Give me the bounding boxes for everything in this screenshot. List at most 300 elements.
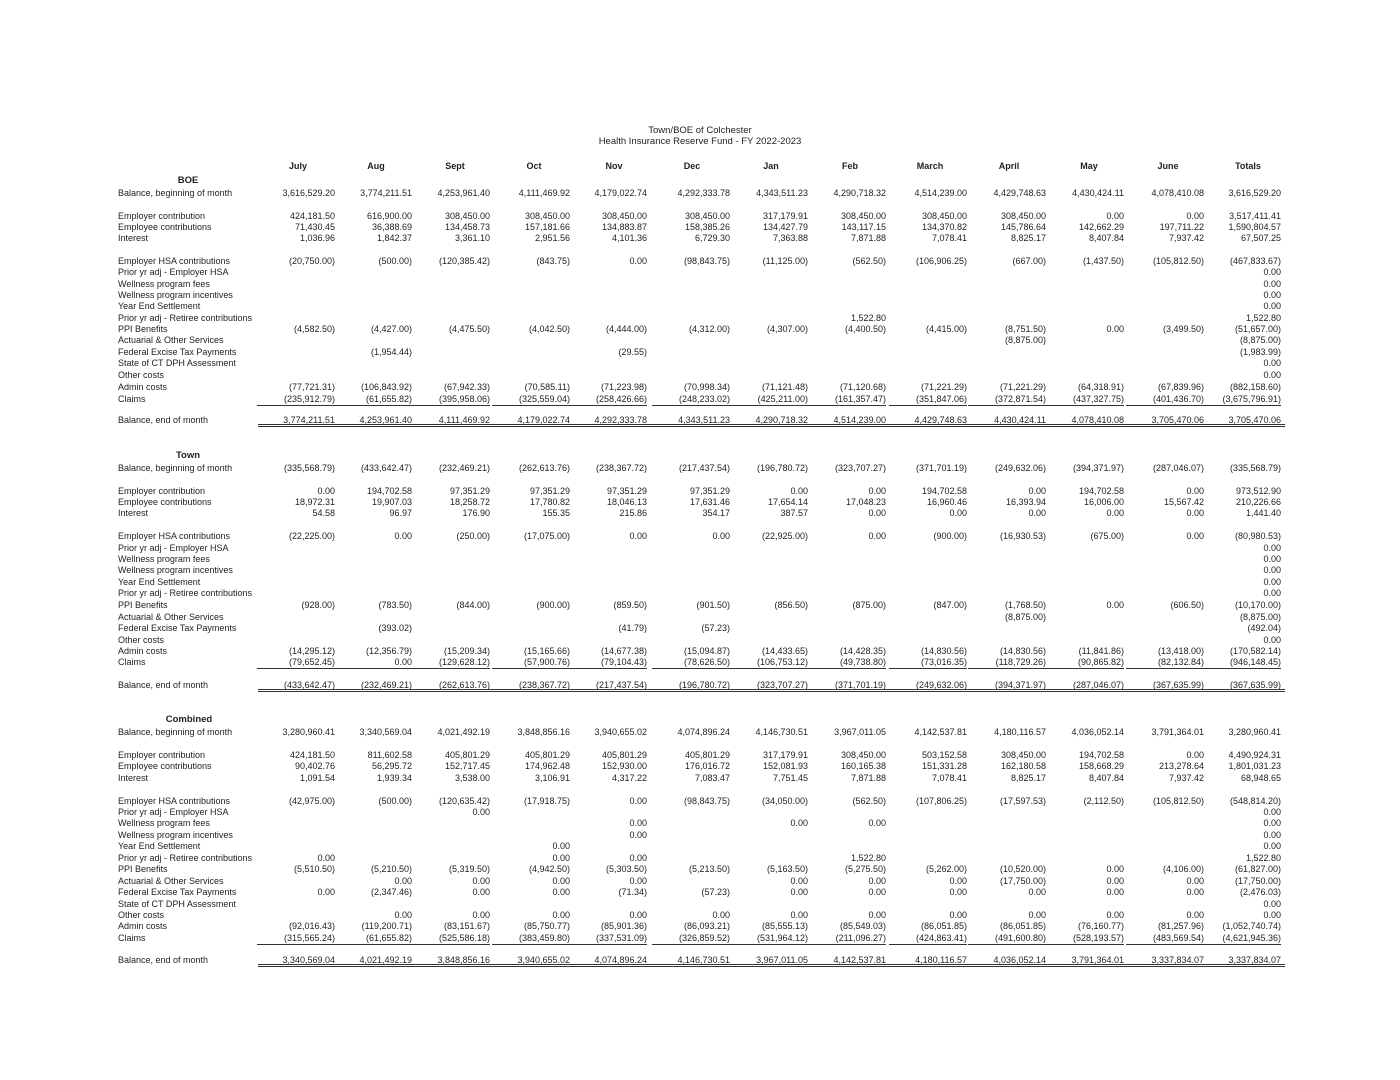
cell-july: 0.00 [317,486,335,496]
cell-sept: (4,475.50) [448,324,490,334]
cell-jan: (4,307.00) [766,324,808,334]
cell-nov: 152,930.00 [601,761,647,771]
cell-july: 1,091.54 [299,773,335,783]
cell-april: 4,430,424.11 [994,415,1046,425]
document-subtitle: Health Insurance Reserve Fund - FY 2022-2023 [598,136,802,147]
cell-july: (433,642.47) [283,680,335,690]
cell-nov: 134,883.87 [601,222,647,232]
cell-aug: 811,602.58 [367,750,412,760]
cell-nov: 4,317.22 [611,773,647,783]
row-label: Wellness program incentives [118,830,233,840]
cell-feb: 0.00 [868,910,886,920]
cell-nov: 4,179,022.74 [594,188,647,198]
cell-aug: (4,427.00) [370,324,412,334]
cell-aug: (500.00) [378,796,412,806]
cell-april: 16,393.94 [1005,497,1046,507]
cell-oct: 0.00 [552,910,570,920]
cell-aug: 1,939.34 [376,773,412,783]
cell-march: 4,429,748.63 [914,415,967,425]
cell-jan: (196,780.72) [756,463,808,473]
cell-march: (351,847.06) [889,394,967,406]
cell-totals: 0.00 [1263,290,1281,300]
cell-dec: (57.23) [701,623,730,633]
cell-nov: 0.00 [629,910,647,920]
cell-feb: (211,096.27) [808,933,886,945]
cell-jan: (106,753.12) [730,657,808,669]
cell-march: (249,632.06) [915,680,967,690]
cell-totals: 0.00 [1263,554,1281,564]
double-rule [258,964,1285,965]
cell-sept: 3,848,856.16 [437,955,490,965]
row-label: Interest [118,773,149,783]
cell-jan: (22,925.00) [761,531,808,541]
column-header-totals: Totals [1235,161,1261,171]
cell-june: 0.00 [1186,211,1204,221]
cell-jan: (425,211.00) [730,394,808,406]
cell-april: (14,830.56) [999,646,1046,656]
cell-feb: (14,428.35) [839,646,886,656]
cell-aug: 194,702.58 [366,486,412,496]
cell-totals: (3,675,796.91) [1203,394,1281,406]
cell-dec: 4,292,333.78 [677,188,730,198]
cell-dec: 4,146,730.51 [677,955,730,965]
cell-nov: 0.00 [629,796,647,806]
cell-totals: 0.00 [1263,830,1281,840]
cell-july: 424,181.50 [289,211,335,221]
cell-dec: (5,213.50) [688,864,730,874]
cell-totals: (335,568.79) [1229,463,1281,473]
row-label: Claims [118,657,146,667]
cell-oct: (4,942.50) [528,864,570,874]
cell-march: 308,450.00 [921,211,967,221]
double-rule [258,966,1285,967]
cell-april: 0.00 [1028,910,1046,920]
cell-aug: (61,655.82) [334,394,412,406]
cell-totals: (61,827.00) [1234,864,1281,874]
cell-feb: 17,048.23 [845,497,886,507]
cell-june: 0.00 [1186,876,1204,886]
section-title-boe: BOE [177,175,199,186]
cell-june: (401,436.70) [1126,394,1204,406]
cell-july: (20,750.00) [288,256,335,266]
cell-nov: (71,223.98) [600,382,647,392]
cell-april: (8,875.00) [1004,612,1046,622]
cell-jan: 317,179.91 [762,211,808,221]
cell-totals: (1,052,740.74) [1222,921,1281,931]
cell-oct: 17,780.82 [529,497,570,507]
cell-june: (483,569.54) [1126,933,1204,945]
cell-aug: (5,210.50) [370,864,412,874]
row-label: Federal Excise Tax Payments [118,623,237,633]
cell-march: 0.00 [949,887,967,897]
cell-may: (437,327.75) [1046,394,1124,406]
cell-totals: 0.00 [1263,635,1281,645]
cell-june: (81,257.96) [1157,921,1204,931]
cell-oct: (843.75) [536,256,570,266]
cell-totals: (8,875.00) [1239,612,1281,622]
row-label: Claims [118,933,146,943]
cell-totals: 0.00 [1263,267,1281,277]
cell-aug: 616,900.00 [366,211,412,221]
cell-july: 0.00 [317,853,335,863]
cell-april: (8,875.00) [1004,335,1046,345]
cell-sept: 0.00 [472,910,490,920]
cell-june: 3,337,834.07 [1151,955,1204,965]
cell-sept: 4,253,961.40 [437,188,490,198]
cell-sept: (844.00) [456,600,490,610]
cell-april: 162,180.58 [1000,761,1046,771]
cell-aug: (783.50) [378,600,412,610]
column-header-feb: Feb [841,161,858,171]
cell-sept: 152,717.45 [444,761,490,771]
row-label: Employer contribution [118,486,206,496]
cell-july: 3,616,529.20 [282,188,335,198]
cell-july: 1,036.96 [299,233,335,243]
cell-feb: 308,450.00 [840,750,886,760]
row-label: Balance, beginning of month [118,188,233,198]
cell-totals: 0.00 [1263,370,1281,380]
cell-june: 3,791,364.01 [1151,727,1204,737]
cell-feb: (371,701.19) [834,680,886,690]
cell-totals: (17,750.00) [1234,876,1281,886]
row-label: Balance, end of month [118,955,209,965]
row-label: Prior yr adj - Employer HSA [118,543,229,553]
column-header-march: March [916,161,944,171]
row-label: Employee contributions [118,222,212,232]
cell-dec: 0.00 [712,531,730,541]
row-label: Employer contribution [118,211,206,221]
row-label: Employer HSA contributions [118,531,231,541]
row-label: PPI Benefits [118,600,168,610]
cell-dec: (217,437.54) [678,463,730,473]
cell-may: 0.00 [1106,211,1124,221]
cell-aug: 0.00 [394,531,412,541]
cell-may: 158,668.29 [1078,761,1124,771]
cell-march: (14,830.56) [920,646,967,656]
cell-jan: (11,125.00) [762,256,808,266]
cell-feb: (85,549.03) [839,921,886,931]
column-header-aug: Aug [367,161,385,171]
cell-feb: 7,871.88 [850,233,886,243]
cell-march: (73,016.35) [889,657,967,669]
cell-july: 90,402.76 [294,761,335,771]
cell-feb: (161,357.47) [808,394,886,406]
row-label: Employer HSA contributions [118,256,231,266]
cell-april: 4,180,116.57 [994,727,1046,737]
column-header-june: June [1157,161,1179,171]
cell-april: 0.00 [1028,508,1046,518]
cell-totals: 1,522.80 [1245,313,1281,323]
cell-sept: (120,635.42) [438,796,490,806]
cell-sept: (395,958.06) [412,394,490,406]
cell-totals: 0.00 [1263,577,1281,587]
cell-totals: 3,705,470.06 [1228,415,1281,425]
cell-july: 18,972.31 [294,497,335,507]
column-header-jan: Jan [763,161,779,171]
cell-may: (528,193.57) [1046,933,1124,945]
cell-aug: (1,954.44) [370,347,412,357]
cell-sept: (5,319.50) [448,864,490,874]
row-label: Year End Settlement [118,577,201,587]
cell-jan: (14,433.65) [761,646,808,656]
cell-totals: 4,490,924.31 [1228,750,1281,760]
cell-totals: 1,590,804.57 [1228,222,1281,232]
cell-april: (10,520.00) [999,864,1046,874]
cell-totals: 0.00 [1263,910,1281,920]
cell-jan: (5,163.50) [766,864,808,874]
cell-oct: 0.00 [552,887,570,897]
cell-dec: (98,843.75) [683,256,730,266]
cell-oct: 0.00 [552,841,570,851]
column-header-dec: Dec [683,161,701,171]
cell-march: (371,701.19) [915,463,967,473]
cell-may: 0.00 [1106,864,1124,874]
cell-march: 0.00 [949,508,967,518]
cell-aug: (61,655.82) [334,933,412,945]
cell-march: (106,906.25) [915,256,967,266]
cell-dec: (326,859.52) [652,933,730,945]
cell-june: (606.50) [1170,600,1204,610]
row-label: PPI Benefits [118,324,168,334]
cell-nov: 3,940,655.02 [594,727,647,737]
cell-dec: 176,016.72 [684,761,730,771]
cell-june: 7,937.42 [1168,233,1204,243]
cell-dec: 308,450.00 [684,211,730,221]
cell-march: 0.00 [949,876,967,886]
cell-sept: 134,458.73 [444,222,490,232]
cell-nov: 97,351.29 [606,486,647,496]
cell-march: (4,415.00) [925,324,967,334]
cell-april: (394,371.97) [994,680,1046,690]
cell-feb: (562.50) [852,256,886,266]
row-label: Balance, end of month [118,415,209,425]
cell-sept: 0.00 [472,887,490,897]
cell-nov: 18,046.13 [606,497,647,507]
cell-oct: (4,042.50) [528,324,570,334]
cell-aug: (500.00) [378,256,412,266]
cell-nov: 405,801.29 [601,750,647,760]
cell-totals: 3,517,411.41 [1229,211,1281,221]
cell-nov: 4,101.36 [611,233,647,243]
cell-nov: (859.50) [613,600,647,610]
cell-june: (105,812.50) [1152,796,1204,806]
cell-march: (5,262.00) [925,864,967,874]
cell-sept: (15,209.34) [443,646,490,656]
cell-may: 0.00 [1106,508,1124,518]
cell-oct: 157,181.66 [524,222,570,232]
cell-jan: 0.00 [790,876,808,886]
cell-sept: (525,586.18) [412,933,490,945]
cell-may: 8,407.84 [1088,233,1124,243]
cell-april: (8,751.50) [1004,324,1046,334]
cell-may: (287,046.07) [1072,680,1124,690]
cell-aug: (12,356.79) [365,646,412,656]
cell-nov: (238,367.72) [595,463,647,473]
cell-march: 151,331.28 [921,761,967,771]
cell-aug: 96.97 [389,508,412,518]
cell-aug: (433,642.47) [360,463,412,473]
cell-nov: 0.00 [629,818,647,828]
cell-aug: (232,469.21) [360,680,412,690]
cell-totals: 0.00 [1263,358,1281,368]
cell-nov: (5,303.50) [605,864,647,874]
cell-nov: 0.00 [629,256,647,266]
cell-march: 134,370.82 [921,222,967,232]
cell-oct: 3,940,655.02 [517,955,570,965]
cell-june: (287,046.07) [1152,463,1204,473]
cell-may: 0.00 [1106,324,1124,334]
cell-sept: 3,361.10 [454,233,490,243]
cell-nov: 4,074,896.24 [594,955,647,965]
cell-june: (67,839.96) [1157,382,1204,392]
cell-july: (22,225.00) [288,531,335,541]
row-label: Wellness program fees [118,279,210,289]
cell-dec: 405,801.29 [684,750,730,760]
cell-april: 4,429,748.63 [993,188,1046,198]
cell-feb: 3,967,011.05 [834,727,886,737]
row-label: Other costs [118,635,165,645]
cell-totals: 973,512.90 [1235,486,1281,496]
cell-may: 4,078,410.08 [1071,415,1124,425]
cell-june: (367,635.99) [1152,680,1204,690]
cell-totals: 0.00 [1263,807,1281,817]
cell-oct: 155.35 [542,508,570,518]
cell-dec: 97,351.29 [689,486,730,496]
cell-oct: 4,179,022.74 [517,415,570,425]
cell-sept: (67,942.33) [443,382,490,392]
cell-feb: (71,120.68) [839,382,886,392]
section-title-combined: Combined [165,714,213,725]
cell-feb: 308,450.00 [840,211,886,221]
row-label: Wellness program incentives [118,565,233,575]
cell-march: 4,514,239.00 [914,188,967,198]
cell-dec: (98,843.75) [683,796,730,806]
column-header-oct: Oct [526,161,542,171]
cell-oct: 0.00 [552,853,570,863]
row-label: Admin costs [118,382,168,392]
cell-june: (105,812.50) [1152,256,1204,266]
cell-sept: 97,351.29 [449,486,490,496]
cell-aug: 19,907.03 [371,497,412,507]
cell-totals: 210,226.66 [1235,497,1281,507]
cell-april: (17,750.00) [999,876,1046,886]
cell-july: (315,565.24) [257,933,335,945]
cell-june: (4,106.00) [1162,864,1204,874]
cell-aug: 0.00 [334,657,412,669]
cell-totals: (882,158.60) [1229,382,1281,392]
cell-july: (235,912.79) [257,394,335,406]
row-label: Actuarial & Other Services [118,876,224,886]
cell-aug: 3,774,211.51 [360,188,412,198]
cell-oct: (15,165.66) [523,646,570,656]
cell-dec: 7,083.47 [694,773,730,783]
row-label: Balance, beginning of month [118,727,233,737]
cell-aug: 0.00 [394,910,412,920]
cell-june: (3,499.50) [1162,324,1204,334]
cell-july: 3,280,960.41 [282,727,335,737]
cell-nov: (29.55) [618,347,647,357]
row-label: Employee contributions [118,761,212,771]
cell-aug: 56,295.72 [371,761,412,771]
cell-jan: 4,343,511.23 [756,188,808,198]
cell-totals: (10,170.00) [1234,600,1281,610]
cell-totals: (4,621,945.36) [1203,933,1281,945]
cell-totals: (170,582.14) [1229,646,1281,656]
cell-nov: 0.00 [629,531,647,541]
row-label: Prior yr adj - Employer HSA [118,267,229,277]
cell-march: 7,078.41 [931,773,967,783]
cell-oct: 308,450.00 [524,211,570,221]
cell-feb: (49,738.80) [808,657,886,669]
cell-april: 8,825.17 [1010,773,1046,783]
double-rule [258,426,1285,427]
cell-april: (1,768.50) [1004,600,1046,610]
cell-march: (86,051.85) [920,921,967,931]
cell-sept: 405,801.29 [444,750,490,760]
cell-aug: 1,842.37 [376,233,412,243]
cell-may: (64,318.91) [1077,382,1124,392]
row-label: Prior yr adj - Retiree contributions [118,313,253,323]
cell-june: 0.00 [1186,486,1204,496]
cell-dec: 0.00 [712,910,730,920]
cell-march: 0.00 [949,910,967,920]
cell-may: 8,407.84 [1088,773,1124,783]
cell-sept: 4,111,469.92 [438,415,490,425]
cell-may: (675.00) [1090,531,1124,541]
cell-may: (76,160.77) [1077,921,1124,931]
cell-totals: 1,801,031.23 [1228,761,1281,771]
cell-jan: 0.00 [790,486,808,496]
cell-nov: 215.86 [619,508,647,518]
cell-nov: (217,437.54) [595,680,647,690]
cell-may: 4,430,424.11 [1072,188,1124,198]
row-label: Federal Excise Tax Payments [118,347,237,357]
cell-oct: (85,750.77) [523,921,570,931]
cell-june: 7,937.42 [1168,773,1204,783]
cell-oct: (17,075.00) [523,531,570,541]
cell-july: 3,774,211.51 [283,415,335,425]
cell-feb: 0.00 [868,531,886,541]
cell-july: (77,721.31) [288,382,335,392]
cell-april: (372,871.54) [968,394,1046,406]
cell-nov: (14,677.38) [600,646,647,656]
row-label: Employee contributions [118,497,212,507]
row-label: Year End Settlement [118,301,201,311]
cell-april: (667.00) [1012,256,1046,266]
cell-totals: 0.00 [1263,565,1281,575]
cell-april: 4,036,052.14 [993,955,1046,965]
row-label: Wellness program fees [118,818,210,828]
cell-may: (11,841.86) [1078,646,1124,656]
cell-oct: 97,351.29 [529,486,570,496]
cell-dec: 17,631.46 [689,497,730,507]
row-label: Admin costs [118,921,168,931]
cell-totals: (946,148.45) [1203,657,1281,669]
cell-oct: (57,900.76) [492,657,570,669]
row-label: Employer contribution [118,750,206,760]
cell-totals: 0.00 [1263,588,1281,598]
cell-april: 145,786.64 [1000,222,1046,232]
cell-may: 0.00 [1106,887,1124,897]
cell-dec: (4,312.00) [688,324,730,334]
cell-totals: 1,441.40 [1245,508,1281,518]
cell-aug: (119,200.71) [361,921,412,931]
cell-july: 3,340,569.04 [282,955,335,965]
cell-aug: 36,388.69 [371,222,412,232]
cell-june: (82,132.84) [1126,657,1204,669]
cell-totals: (80,980.53) [1234,531,1281,541]
cell-oct: (900.00) [536,600,570,610]
